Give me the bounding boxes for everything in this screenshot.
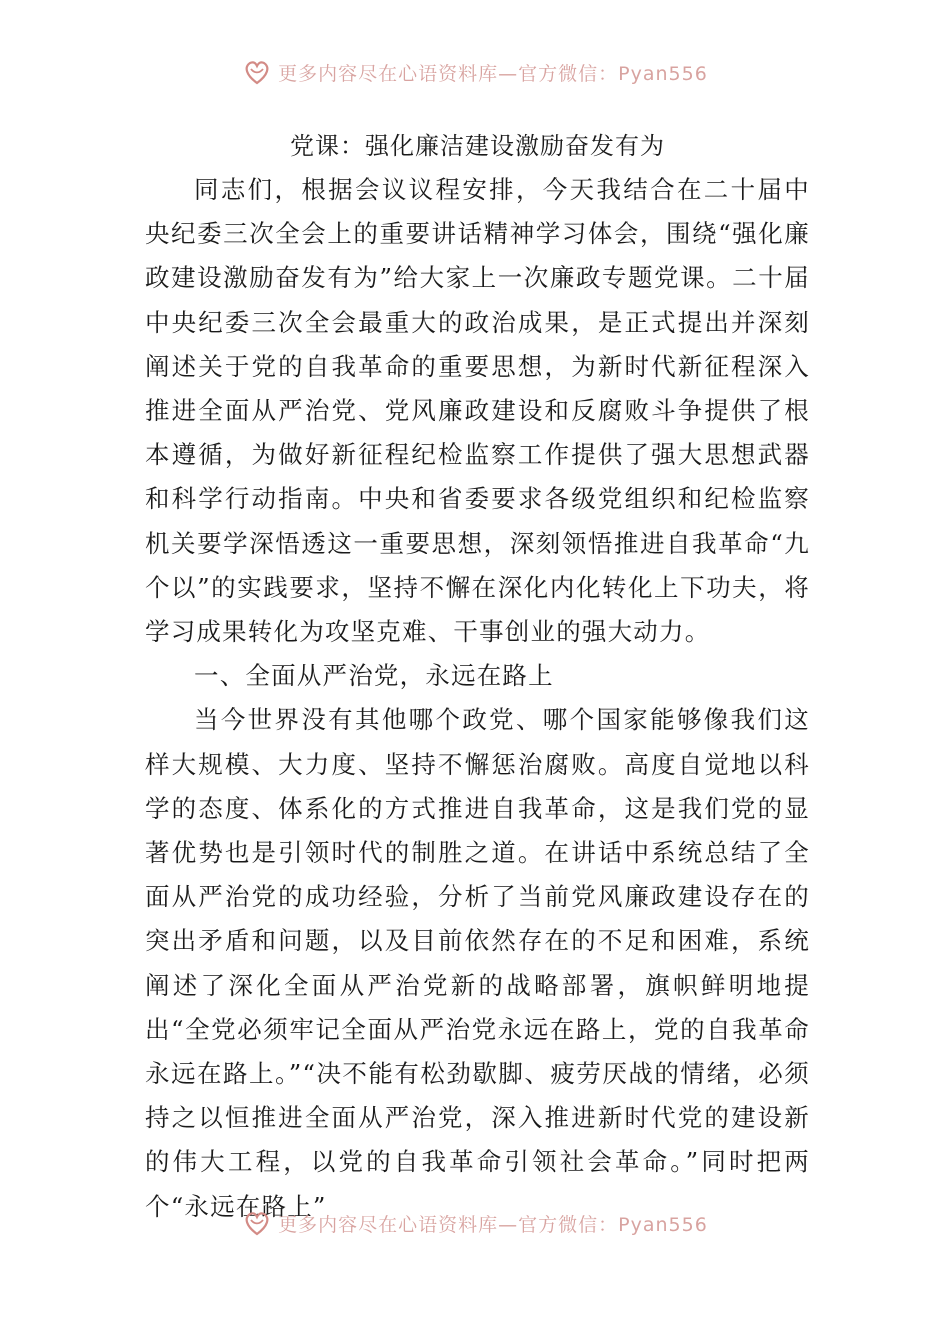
watermark-text: 更多内容尽在心语资料库—官方微信：Pyan556 <box>278 62 708 85</box>
watermark-text: 更多内容尽在心语资料库—官方微信：Pyan556 <box>278 1213 708 1236</box>
intro-paragraph: 同志们，根据会议议程安排，今天我结合在二十届中央纪委三次全会上的重要讲话精神学习体会，围绕“强化廉政建设激励奋发有为”给大家上一次廉政专题党课。二十届中央纪委三次全会最重大的政治成果，是正式提出并深刻阐述关于党的自我革命的重要思想，为新时代新征程深入推进全面从严治党、党风廉政建设和反腐败斗争提供了根本遵循，为做好新征程纪检监察工作提供了强大思想武器和科学行动指南。中央和省委要求各级党组织和纪检监察机关要学深悟透这一重要思想，深刻领悟推进自我革命“九个以”的实践要求，坚持不懈在深化内化转化上下功夫，将学习成果转化为攻坚克难、干事创业的强大动力。 <box>145 175 810 647</box>
footer-watermark <box>0 1203 950 1243</box>
section-paragraph: 当今世界没有其他哪个政党、哪个国家能够像我们这样大规模、大力度、坚持不懈惩治腐败。高度自觉地以科学的态度、体系化的方式推进自我革命，这是我们党的显著优势也是引领时代的制胜之道。在讲话中系统总结了全面从严治党的成功经验，分析了当前党风廉政建设存在的突出矛盾和问题，以及目前依然存在的不足和困难，系统阐述了深化全面从严治党新的战略部署，旗帜鲜明地提出“全党必须牢记全面从严治党永远在路上，党的自我革命永远在路上。”“决不能有松劲歇脚、疲劳厌战的情绪，必须持之以恒推进全面从严治党，深入推进新时代党的建设新的伟大工程，以党的自我革命引领社会革命。”同时把两个“永远在路上” <box>145 705 810 1221</box>
heart-logo-icon <box>242 57 272 87</box>
document-title: 党课：强化廉洁建设激励奋发有为 <box>290 132 665 160</box>
header-watermark <box>0 52 950 92</box>
heart-logo-icon <box>242 1208 272 1238</box>
document-body <box>145 124 810 1229</box>
section-heading: 一、全面从严治党，永远在路上 <box>194 661 554 691</box>
